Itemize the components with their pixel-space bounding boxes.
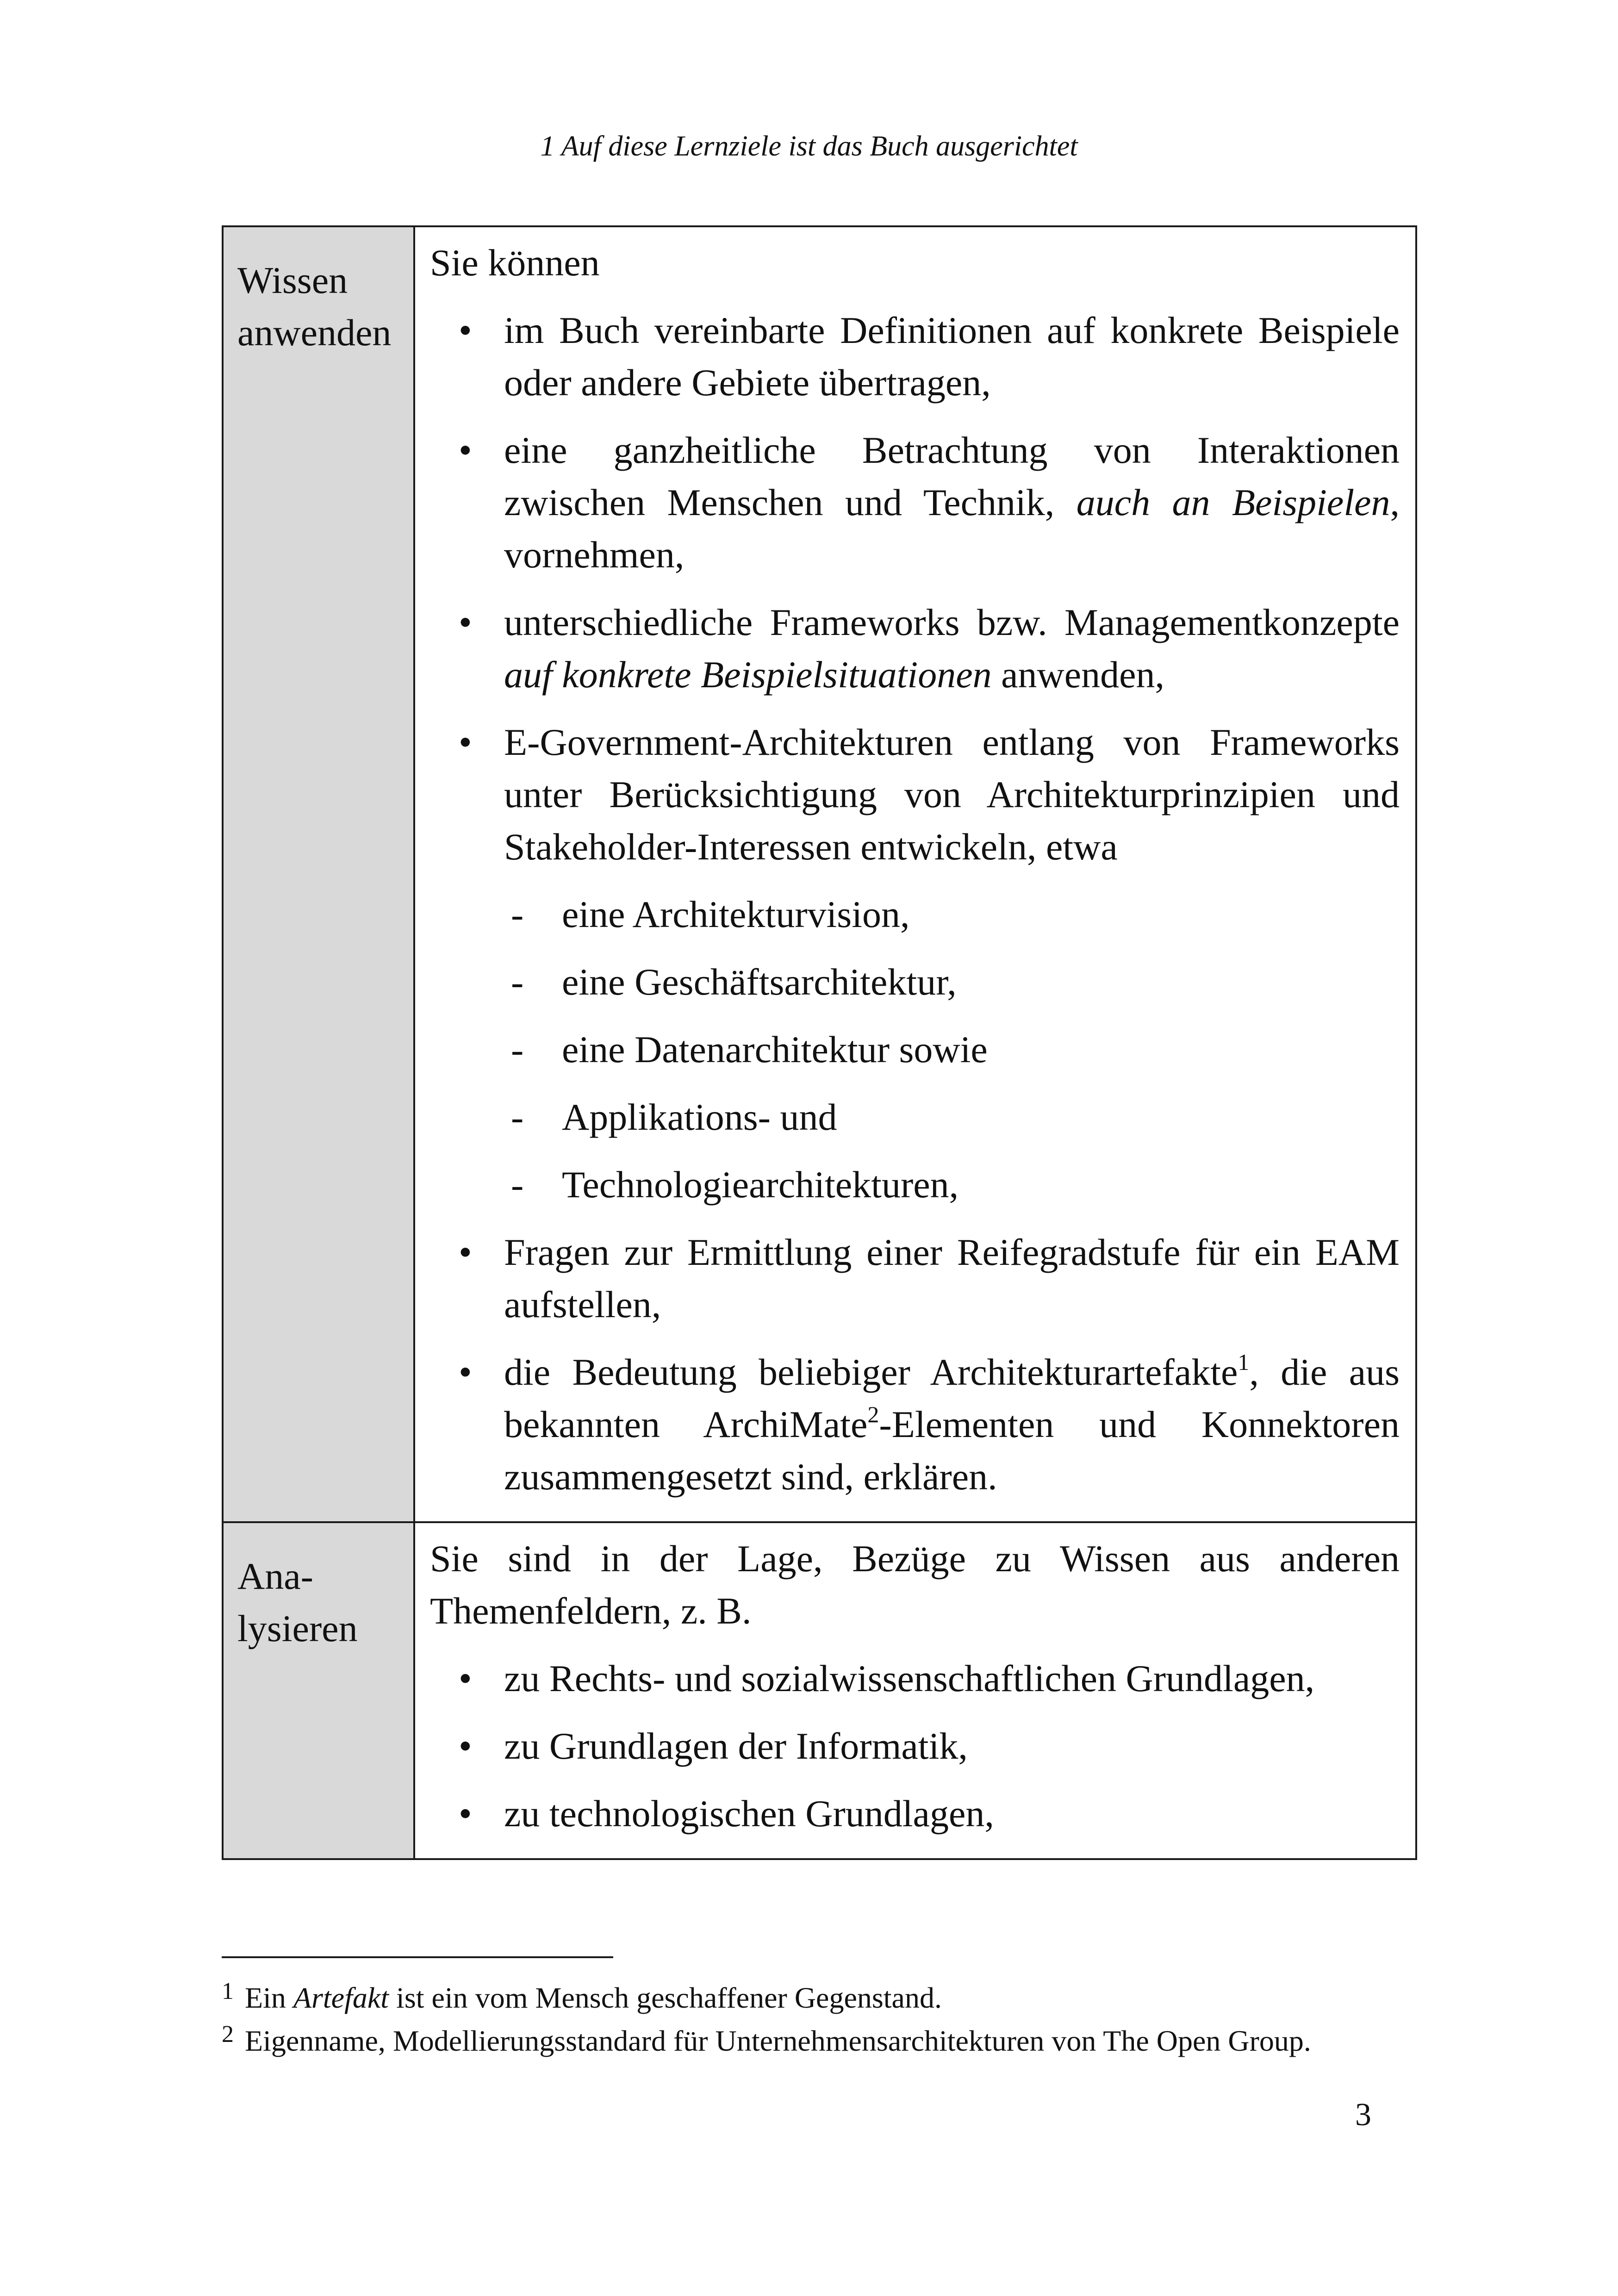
- list-item: • zu Grundlagen der Informatik,: [430, 1720, 1400, 1772]
- table-row-apply-knowledge: [223, 226, 1416, 1522]
- page-number: 3: [1355, 2097, 1371, 2133]
- running-head: 1 Auf diese Lernziele ist das Buch ausgerichtet: [540, 131, 1078, 162]
- sub-list-item: - Applikations- und: [504, 1091, 1400, 1143]
- sub-list-item: - eine Geschäftsarchitektur,: [504, 956, 1400, 1008]
- footnote-number: 2: [222, 2021, 234, 2047]
- list-item: • die Bedeutung beliebiger Architekturartefakte$^1$, die aus bekannten ArchiMate$^2$-Elementen und Konnektoren zusammengesetzt sind, erklären.: [430, 1346, 1400, 1503]
- row-label-line: lysieren: [237, 1607, 358, 1649]
- row-label-apply-knowledge: [223, 226, 414, 1522]
- bullet-list: [430, 1652, 1400, 1840]
- emphasis-text: auch an Beispielen: [1076, 481, 1390, 523]
- learning-goals-table: [222, 225, 1417, 1860]
- footnote-ref: 1: [1238, 1349, 1250, 1375]
- emphasis-text: Artefakt: [293, 1981, 389, 2014]
- footnote-divider: [222, 1956, 613, 1958]
- list-item: • im Buch vereinbarte Definitionen auf konkrete Beispiele oder andere Gebiete übertragen,: [430, 304, 1400, 409]
- row-label-line: anwenden: [237, 311, 392, 354]
- sub-list-item: - Technologiearchitekturen,: [504, 1158, 1400, 1211]
- sub-list-item: - eine Datenarchitektur sowie: [504, 1023, 1400, 1076]
- table-row-analyze: [223, 1522, 1416, 1859]
- list-item: • E-Government-Architekturen entlang von Frameworks unter Berücksichtigung von Architekturprinzipien und Stakeholder-Interessen entwickeln, etwa - eine Architekturvision, - eine Geschäftsarchitektur, - eine Datenarchitektur sowie - Applikations- und - Technologiearchitekturen,: [430, 716, 1400, 1211]
- footnote-ref: 2: [867, 1401, 879, 1427]
- footnote-1: 1 Ein Artefakt ist ein vom Mensch geschaffener Gegenstand.: [222, 1976, 1420, 2019]
- list-item: • eine ganzheitliche Betrachtung von Interaktionen zwischen Menschen und Technik, auch an Beispielen, vornehmen,: [430, 424, 1400, 581]
- bullet-list: [430, 304, 1400, 1503]
- row-label-line: Ana-: [237, 1555, 313, 1597]
- footnotes: [222, 1976, 1420, 2062]
- row-label-line: Wissen: [237, 259, 348, 301]
- list-item: • zu technologischen Grundlagen,: [430, 1787, 1400, 1840]
- emphasis-text: auf konkrete Beispielsituationen: [504, 653, 992, 696]
- footnote-number: 1: [222, 1978, 234, 2004]
- row-label-analyze: [223, 1522, 414, 1859]
- dash-sublist: [504, 888, 1400, 1211]
- footnote-2: 2 Eigenname, Modellierungsstandard für Unternehmensarchitekturen von The Open Group.: [222, 2019, 1420, 2062]
- list-item: • unterschiedliche Frameworks bzw. Managementkonzepte auf konkrete Beispielsituationen anwenden,: [430, 596, 1400, 701]
- row-intro: Sie sind in der Lage, Bezüge zu Wissen aus anderen Themenfeldern, z. B.: [430, 1537, 1400, 1632]
- sub-list-item: - eine Architekturvision,: [504, 888, 1400, 940]
- row-intro: Sie können: [430, 242, 600, 284]
- row-content-analyze: [414, 1522, 1416, 1859]
- list-item: • zu Rechts- und sozialwissenschaftlichen Grundlagen,: [430, 1652, 1400, 1705]
- list-item: • Fragen zur Ermittlung einer Reifegradstufe für ein EAM aufstellen,: [430, 1226, 1400, 1331]
- row-content-apply-knowledge: [414, 226, 1416, 1522]
